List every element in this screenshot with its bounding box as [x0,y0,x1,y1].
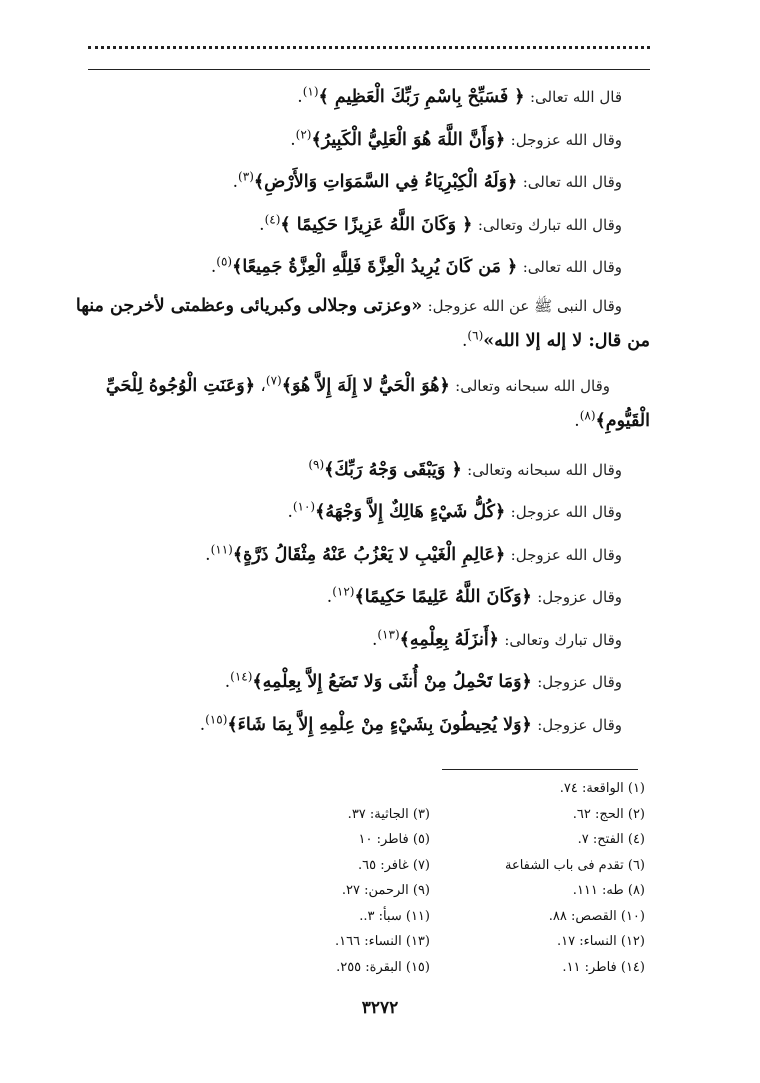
line-end: . [371,629,378,650]
combined-line-1 [80,369,650,404]
footnote-ref: (٣) [238,169,254,184]
footnote-ref: (٨) [579,407,596,422]
line-end: . [574,410,580,431]
footnote-ref: (١٥) [205,711,228,726]
line-intro: وقال عزوجل: [537,588,622,606]
paragraph-gap [80,439,650,449]
hadith-line-2 [80,324,650,359]
footnote-separator [442,769,638,770]
line-intro: وقال الله عزوجل: [510,545,622,564]
line-end: . [290,129,296,150]
footnote-ref: (١) [302,84,319,99]
text-line [80,204,650,247]
footnote-ref: (٩) [308,456,325,471]
footnote-row [250,802,645,828]
quran-verse: ﴿وَلَهُ الْكِبْرِيَاءُ فِي السَّمَوَاتِ وَالأَرْضِ﴾ [253,172,518,192]
footnote [250,776,430,802]
page-number: ٣٢٧٢ [361,998,399,1018]
quran-verse: ﴿عَالِمِ الْغَيْبِ لا يَعْزُبُ عَنْهُ مِثْقَالُ ذَرَّةٍ﴾ [232,544,506,565]
header-solid-rule [88,69,650,70]
quran-verse: ﴿وَمَا تَحْمِلُ مِنْ أُنثَى وَلا تَضَعُ إِلاَّ بِعِلْمِهِ﴾ [252,672,532,692]
separator: ، [260,375,266,396]
line-end: . [287,502,293,522]
quran-verse: ﴿وَعَنَتِ الْوُجُوهُ لِلْحَيِّ [105,375,255,396]
quran-verse: ﴿ فَسَبِّحْ بِاسْمِ رَبِّكَ الْعَظِيمِ ﴾ [318,87,525,107]
quran-verse: ﴿وَأَنَّ اللَّهَ هُوَ الْعَلِيُّ الْكَبِيرُ﴾ [311,129,506,150]
quran-verse: ﴿ وَكَانَ اللَّهُ عَزِيزًا حَكِيمًا ﴾ [280,214,473,235]
footnote-ref: (٦) [467,327,484,342]
line-end: . [199,714,206,735]
footnote-row [250,955,645,981]
text-line [80,619,650,662]
footnote-ref: (١٤) [230,669,253,684]
line-intro: وقال الله سبحانه وتعالى: [455,376,610,395]
line-end: . [210,257,217,277]
footnote: (١٠) القصص: ٨٨. [548,908,645,924]
paragraph-gap [80,359,650,369]
line-end: . [326,587,333,607]
line-intro: وقال الله سبحانه وتعالى: [467,460,622,479]
footnote-row [250,878,645,904]
text-line [80,704,650,747]
line-end: . [259,214,265,235]
line-end: . [232,172,239,192]
footnote-row [250,827,645,853]
hadith-text: من قال: لا إله إلا الله» [483,330,650,351]
text-line [80,246,650,289]
footnote-row [250,929,645,955]
footnotes [250,776,645,980]
line-intro: وقال الله عزوجل: [510,130,622,149]
footnote: (١٣) النساء: ١٦٦. [334,934,430,949]
footnote: (١٢) النساء: ١٧. [556,934,645,949]
text-line [80,576,650,619]
text-line [80,661,650,704]
footnote: (١١) سبأ: ٣.. [359,908,430,924]
line-intro: قال الله تعالى: [529,88,622,106]
text-line [80,161,650,204]
quran-verse: ﴿أَنزَلَهُ بِعِلْمِهِ﴾ [399,629,499,650]
line-intro: وقال تبارك وتعالى: [504,630,622,649]
hadith-text: «وعزتى وجلالى وكبريائى وعظمتى لأخرجن منها [75,295,423,316]
footnote: (٧) غافر: ٦٥. [357,857,430,873]
text-line [80,534,650,577]
line-intro: وقال النبى ﷺ عن الله عزوجل: [427,296,622,315]
line-intro: وقال الله تبارك وتعالى: [477,215,622,234]
quran-verse: ﴿ مَن كَانَ يُرِيدُ الْعِزَّةَ فَلِلَّهِ الْعِزَّةُ جَمِيعًا﴾ [232,257,518,277]
line-end: . [224,672,231,692]
line-end: . [205,544,211,565]
quran-verse: ﴿هُوَ الْحَيُّ لا إِلَهَ إِلاَّ هُوَ﴾ [281,375,450,396]
line-end: . [462,330,468,351]
text-line [80,491,650,534]
quran-verse: ﴿وَلا يُحِيطُونَ بِشَيْءٍ مِنْ عِلْمِهِ إِلاَّ بِمَا شَاءَ﴾ [227,714,532,735]
footnote-ref: (٧) [265,372,282,387]
footnote-ref: (٥) [216,254,233,269]
footnote: (٩) الرحمن: ٢٧. [341,883,430,898]
footnote: (٥) فاطر: ١٠ [358,832,430,847]
line-intro: وقال الله تعالى: [522,258,622,276]
footnote: (٤) الفتح: ٧. [577,832,645,847]
footnote-ref: (١٢) [332,584,355,599]
line-intro: وقال عزوجل: [537,715,622,734]
header-dotted-rule [88,46,650,49]
footnote: (٨) طه: ١١١. [572,883,645,898]
main-text [75,76,650,746]
footnote: (١٤) فاطر: ١١. [562,959,645,975]
footnote-ref: (٤) [264,211,281,226]
line-intro: وقال الله عزوجل: [510,503,622,521]
line-intro: وقال عزوجل: [537,673,622,691]
footnote-row [250,904,645,930]
text-line [80,119,650,162]
quran-verse: ﴿وَكَانَ اللَّهُ عَلِيمًا حَكِيمًا﴾ [354,587,532,607]
text-line [80,76,650,119]
footnote-ref: (١١) [210,541,233,556]
footnote: (١) الواقعة: ٧٤. [559,781,645,796]
footnote-ref: (٢) [295,126,312,141]
hadith-line-1 [75,289,650,324]
footnote: (٣) الجاثية: ٣٧. [347,806,430,822]
footnote-row [250,776,645,802]
text-line [80,449,650,492]
quran-verse: الْقَيُّومِ﴾ [595,410,650,431]
footnote: (١٥) البقرة: ٢٥٥. [336,959,430,975]
footnote: (٦) تقدم فى باب الشفاعة [504,857,645,873]
line-end: . [297,87,303,107]
quran-verse: ﴿ وَيَبْقَى وَجْهُ رَبِّكَ﴾ [324,459,462,480]
footnote-ref: (١٣) [377,626,400,641]
footnote-row [250,853,645,879]
quran-verse: ﴿كُلُّ شَيْءٍ هَالِكٌ إِلاَّ وَجْهَهُ﴾ [315,502,506,522]
line-intro: وقال الله تعالى: [522,173,622,191]
combined-line-2 [80,404,650,439]
footnote: (٢) الحج: ٦٢. [572,806,645,822]
footnote-ref: (١٠) [292,499,316,514]
